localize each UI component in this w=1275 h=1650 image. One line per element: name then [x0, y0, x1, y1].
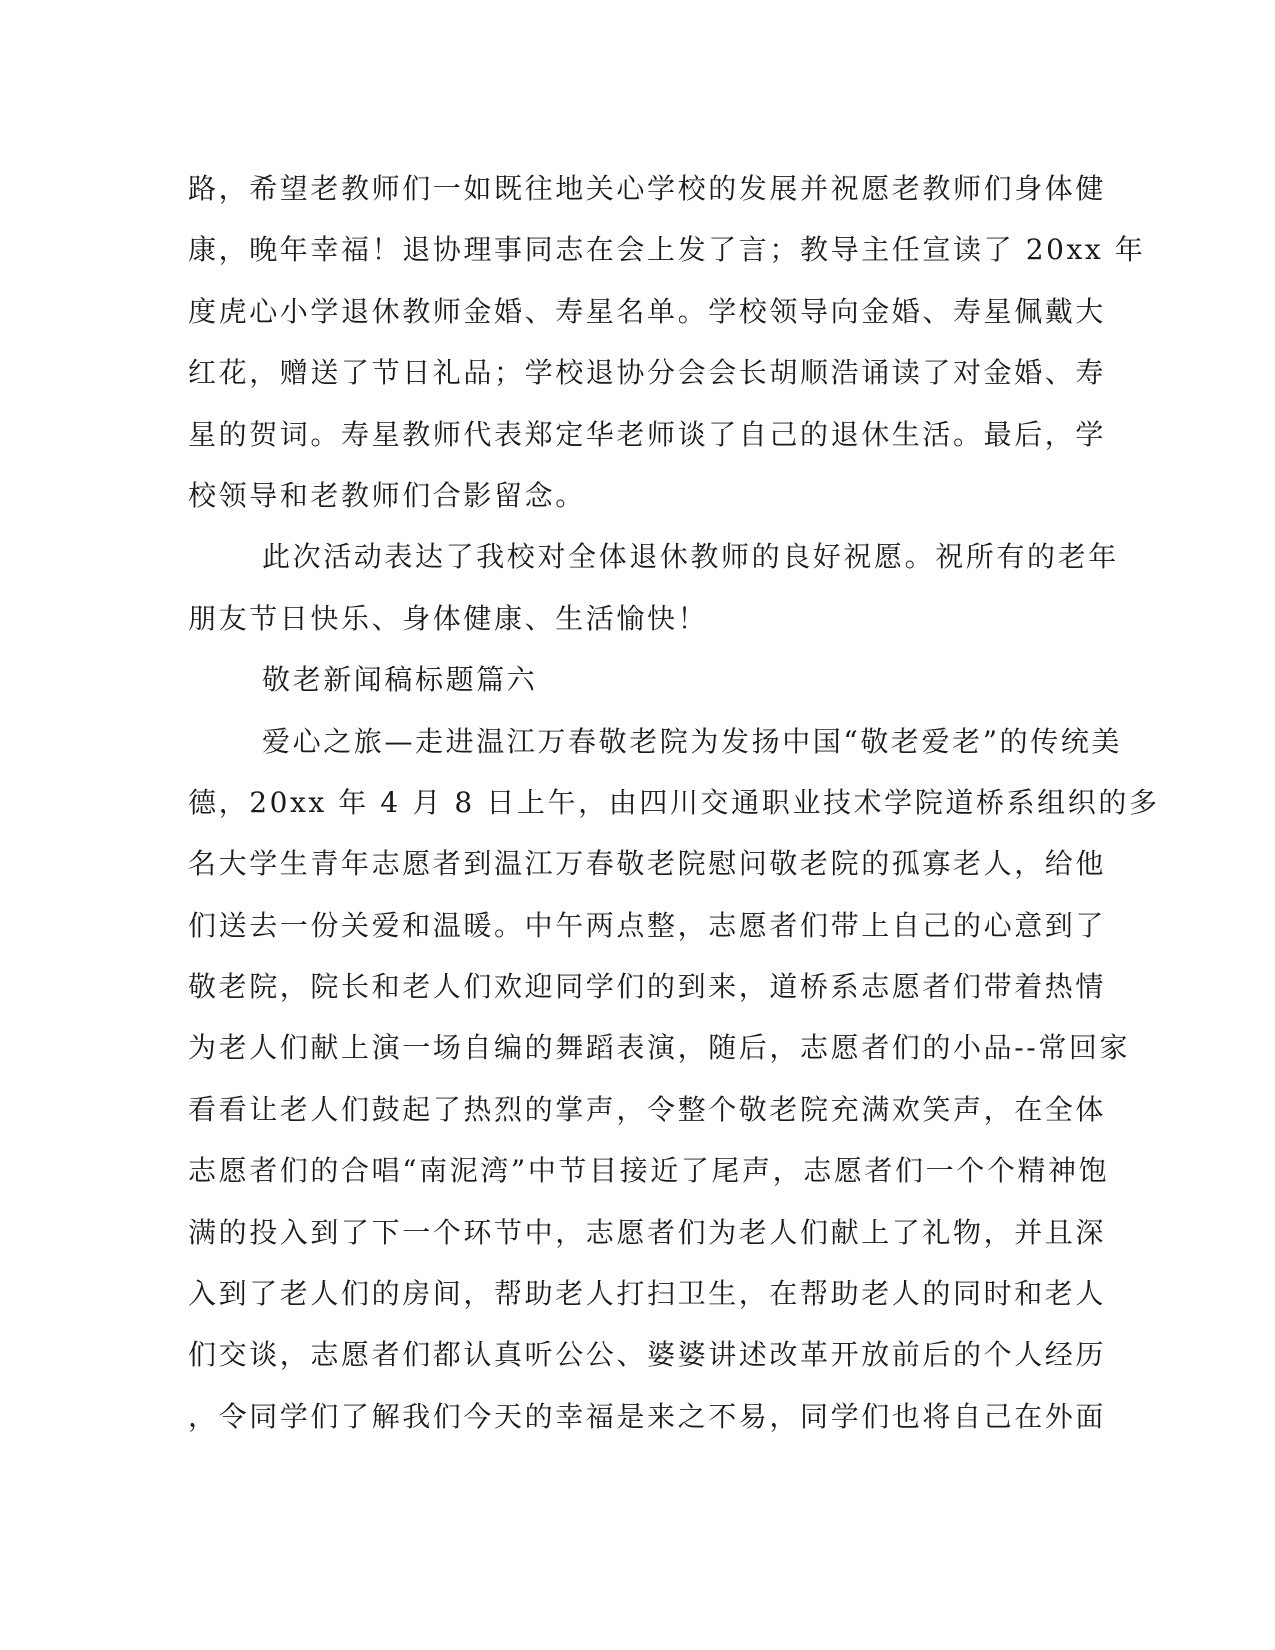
- paragraph-start-line: 此次活动表达了我校对全体退休教师的良好祝愿。祝所有的老年: [262, 540, 1119, 574]
- text-line: 看看让老人们鼓起了热烈的掌声，令整个敬老院充满欢笑声，在全体: [188, 1092, 1107, 1126]
- text-line: 们送去一份关爱和温暖。中午两点整，志愿者们带上自己的心意到了: [188, 908, 1107, 942]
- text-line: ，令同学们了解我们今天的幸福是来之不易，同学们也将自己在外面: [188, 1399, 1107, 1433]
- text-line: 路，希望老教师们一如既往地关心学校的发展并祝愿老教师们身体健: [188, 172, 1107, 205]
- text-line: 名大学生青年志愿者到温江万春敬老院慰问敬老院的孤寡老人，给他: [188, 847, 1107, 881]
- text-line: 度虎心小学退休教师金婚、寿星名单。学校领导向金婚、寿星佩戴大: [188, 294, 1107, 328]
- text-line: 入到了老人们的房间，帮助老人打扫卫生，在帮助老人的同时和老人: [188, 1277, 1107, 1311]
- text-line: 红花，赠送了节日礼品；学校退协分会会长胡顺浩诵读了对金婚、寿: [188, 356, 1107, 390]
- body-text: [188, 158, 1160, 1447]
- text-line: 敬老院，院长和老人们欢迎同学们的到来，道桥系志愿者们带着热情: [188, 970, 1107, 1004]
- section-heading: 敬老新闻稿标题篇六: [262, 663, 538, 697]
- text-line: 满的投入到了下一个环节中，志愿者们为老人们献上了礼物，并且深: [188, 1215, 1107, 1249]
- text-line: 德，20xx 年 4 月 8 日上午，由四川交通职业技术学院道桥系组织的多: [188, 785, 1160, 819]
- text-line: 们交谈，志愿者们都认真听公公、婆婆讲述改革开放前后的个人经历: [188, 1338, 1107, 1372]
- text-line: 校领导和老教师们合影留念。: [188, 478, 586, 512]
- text-line: 星的贺词。寿星教师代表郑定华老师谈了自己的退休生活。最后，学: [188, 417, 1107, 451]
- text-line: 康，晚年幸福！退协理事同志在会上发了言；教导主任宣读了 20xx 年: [188, 233, 1146, 267]
- text-line: 为老人们献上演一场自编的舞蹈表演，随后，志愿者们的小品--常回家: [188, 1031, 1131, 1065]
- text-line: 志愿者们的合唱“南泥湾”中节目接近了尾声，志愿者们一个个精神饱: [188, 1154, 1110, 1188]
- text-line: 朋友节日快乐、身体健康、生活愉快！: [188, 601, 709, 635]
- paragraph-start-line: 爱心之旅—走进温江万春敬老院为发扬中国“敬老爱老”的传统美: [262, 724, 1123, 758]
